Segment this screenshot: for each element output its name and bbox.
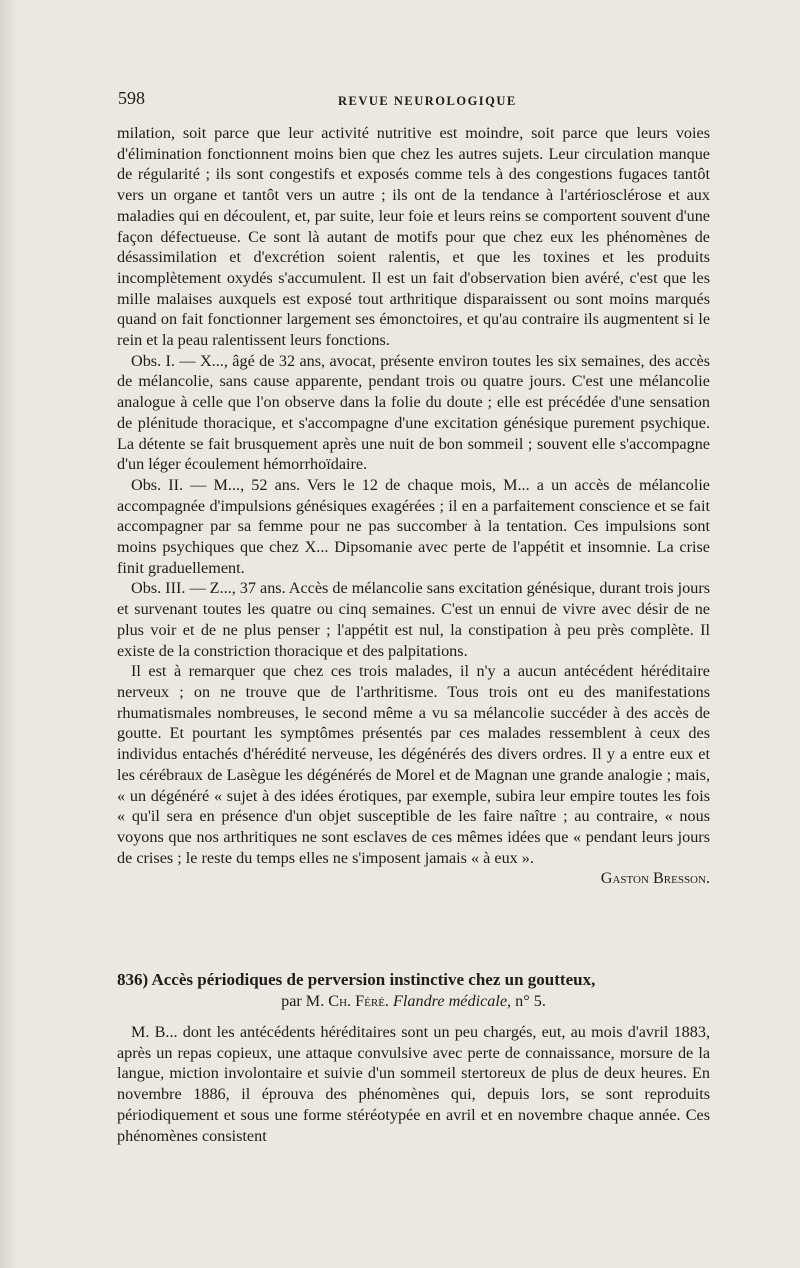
page-number: 598 [118,88,145,108]
scan-edge-shadow [0,0,18,1268]
byline-prefix: par M. [281,991,329,1010]
section-heading [117,970,710,1011]
paragraph-obs-2: Obs. II. — M..., 52 ans. Vers le 12 de chaque mois, M... a un accès de mélancolie accompagnée d'impulsions génésiques exagérées ; il en a parfaitement conscience et se fait accompagner par sa femme pour ne pas succomber à la tentation. Ces impulsions sont moins psychiques que chez X... Dipsomanie avec perte de l'appétit et insomnie. La crise finit graduellement. [117,475,710,577]
author-signature: Gaston Bresson. [600,869,710,888]
body-text [117,123,710,889]
running-title: REVUE NEUROLOGIQUE [338,94,517,108]
byline-issue: n° 5. [515,991,546,1010]
section-title: 836) Accès périodiques de perversion instinctive chez un goutteux, [117,970,596,989]
paragraph-obs-3: Obs. III. — Z..., 37 ans. Accès de mélancolie sans excitation génésique, durant trois jours et survenant toutes les quatre ou cinq semaines. C'est un ennui de vivre avec désir de ne plus voir et de ne plus penser ; l'appétit est nul, la constipation à peu près complète. Il existe de la constriction thoracique et des palpitations. [117,579,711,660]
byline-journal: Flandre médicale, [393,991,512,1010]
paragraph-obs-1: Obs. I. — X..., âgé de 32 ans, avocat, présente environ toutes les six semaines, des accès de mélancolie, sans cause apparente, pendant trois ou quatre jours. C'est une mélancolie analogue à celle que l'on observe dans la folie du doute ; elle est précédée d'une sensation de plénitude thoracique, et s'accompagne d'une excitation génésique purement psychique. La détente se fait brusquement après une nuit de bon sommeil ; souvent elle s'accompagne d'un léger écoulement hémorrhoïdaire. [117,351,710,474]
page-header [118,88,708,110]
article-paragraph: M. B... dont les antécédents héréditaires sont un peu chargés, eut, au mois d'avril 1883, après un repas copieux, une attaque convulsive avec perte de connaissance, morsure de la langue, miction involontaire et suivie d'un sommeil stertoreux de plus de deux heures. En novembre 1886, il éprouva des phénomènes qui, depuis lors, se sont reproduits périodiquement et sous une forme stéréotypée en avril et en novembre chaque année. Ces phénomènes consistent [117,1023,710,1145]
article-text [117,1022,710,1146]
byline-author: Ch. Féré. [328,991,389,1010]
section-byline [117,991,710,1012]
paragraph-discussion: Il est à remarquer que chez ces trois malades, il n'y a aucun antécédent héréditaire nerveux ; on ne trouve que de l'arthritisme. Tous trois ont eu des manifestations rhumatismales nombreuses, le second même a vu sa mélancolie succéder à des accès de goutte. Et pourtant les symptômes présentés par ces malades ressemblent à ceux des individus entachés d'hérédité nerveuse, les dégénérés des divers ordres. Il y a entre eux et les cérébraux de Lasègue les dégénérés de Morel et de Magnan une grande analogie ; mais, « un dégénéré « sujet à des idées érotiques, par exemple, subira leur empire toutes les fois « qu'il sera en présence d'un objet susceptible de les faire naître ; au contraire, « nous voyons que nos arthritiques ne sont esclaves de ces mêmes idées que « pendant leurs jours de crises ; le reste du temps elles ne s'imposent jamais « à eux ». [117,662,710,867]
paragraph-continuation: milation, soit parce que leur activité nutritive est moindre, soit parce que leurs voies d'élimination fonctionnent moins bien que chez les autres sujets. Leur circulation manque de régularité ; ils sont congestifs et exposés comme tels à des congestions fugaces tantôt vers un organe et tantôt vers un autre ; ils ont de la tendance à l'artériosclérose et aux maladies qui en découlent, et, par suite, leur foie et leurs reins se comportent souvent d'une façon défectueuse. Ce sont là autant de motifs pour que chez eux les phénomènes de désassimilation et d'excrétion soient ralentis, et que les toxines et les produits incomplètement oxydés s'accumulent. Il est un fait d'observation bien avéré, c'est que les mille malaises auxquels est exposé tout arthritique disparaissent ou sont moins marqués quand on fait fonctionner largement ses émonctoires, et qu'au contraire ils augmentent si le rein et la peau ralentissent leurs fonctions. [117,124,710,350]
